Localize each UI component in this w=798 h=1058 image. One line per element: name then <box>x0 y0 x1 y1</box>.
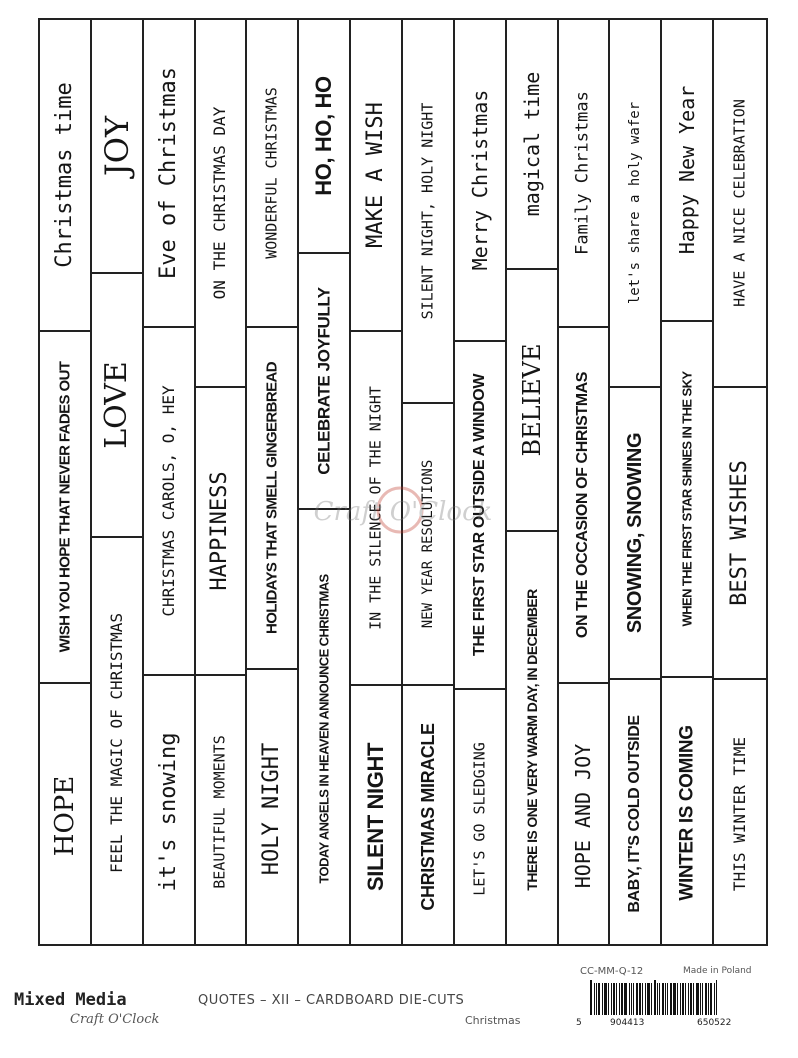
sheet-column <box>559 20 611 944</box>
quote-strip <box>144 674 194 948</box>
brand-sub-logo: Craft O'Clock <box>70 1012 160 1027</box>
sheet-column <box>299 20 351 944</box>
quote-text: SNOWING, SNOWING <box>624 432 647 634</box>
quote-text: THIS WINTER TIME <box>730 736 750 892</box>
quote-strip <box>299 508 349 948</box>
quote-strip <box>144 326 194 674</box>
quote-strip <box>610 678 660 948</box>
quote-strip <box>507 268 557 530</box>
quote-text: HOPE AND JOY <box>571 743 596 889</box>
quote-strip <box>559 20 609 326</box>
quote-strip <box>559 326 609 682</box>
quote-text: magical time <box>519 71 544 217</box>
quote-strip <box>92 20 142 272</box>
quote-strip <box>299 252 349 508</box>
quote-strip <box>403 20 453 402</box>
quote-strip <box>299 20 349 252</box>
quote-strip <box>507 530 557 948</box>
quote-strip <box>247 326 297 668</box>
sheet-column <box>144 20 196 944</box>
quote-text: LOVE <box>98 361 134 449</box>
quote-text: HOLIDAYS THAT SMELL GINGERBREAD <box>263 362 281 634</box>
quote-text: SILENT NIGHT <box>363 743 389 891</box>
quote-strip <box>92 536 142 948</box>
quote-text: IN THE SILENCE OF THE NIGHT <box>366 386 385 630</box>
quote-strip <box>714 386 766 678</box>
quote-text: ON THE CHRISTMAS DAY <box>210 106 230 300</box>
quote-text: ON THE OCCASION OF CHRISTMAS <box>574 371 592 639</box>
quote-strip <box>351 330 401 684</box>
quote-text: HO, HO, HO <box>311 76 337 196</box>
quote-strip <box>196 20 246 386</box>
quote-strip <box>196 386 246 674</box>
sheet-column <box>351 20 403 944</box>
quote-text: CHRISTMAS CAROLS, O, HEY <box>158 385 178 617</box>
quote-text: it's snowing <box>155 732 181 892</box>
quote-text: WISH YOU HOPE THAT NEVER FADES OUT <box>56 361 74 653</box>
quote-text: Family Christmas <box>572 91 593 255</box>
quote-strip <box>351 20 401 330</box>
sheet-column <box>610 20 662 944</box>
barcode-icon <box>590 983 750 1015</box>
quote-text: HAPPINESS <box>207 471 233 591</box>
quote-text: NEW YEAR RESOLUTIONS <box>419 459 436 629</box>
quote-text: Merry Christmas <box>467 89 492 271</box>
quote-text: THERE IS ONE VERY WARM DAY, IN DECEMBER <box>523 589 540 891</box>
sheet-column <box>455 20 507 944</box>
quote-text: CHRISTMAS MIRACLE <box>417 723 438 911</box>
barcode-prefix: 5 <box>576 1018 582 1028</box>
quote-strip <box>403 402 453 684</box>
quote-strip <box>714 20 766 386</box>
quote-strip <box>40 330 90 682</box>
product-code: CC-MM-Q-12 <box>580 966 644 977</box>
quote-strip <box>610 20 660 386</box>
quote-text: WONDERFUL CHRISTMAS <box>262 87 281 259</box>
quote-text: WHEN THE FIRST STAR SHINES IN THE SKY <box>679 371 695 627</box>
quote-text: WINTER IS COMING <box>676 725 698 901</box>
quote-text: FEEL THE MAGIC OF CHRISTMAS <box>106 612 126 874</box>
sheet-column <box>403 20 455 944</box>
quote-text: let's share a holy wafer <box>627 101 644 305</box>
product-title: QUOTES – XII – CARDBOARD DIE-CUTS <box>198 993 465 1008</box>
quote-text: BEAUTIFUL MOMENTS <box>210 735 229 889</box>
quote-strip <box>40 20 90 330</box>
sheet-column <box>92 20 144 944</box>
quote-strip <box>455 20 505 340</box>
quote-text: TODAY ANGELS IN HEAVEN ANNOUNCE CHRISTMAS <box>316 574 332 884</box>
quote-strip <box>196 674 246 948</box>
quote-text: Christmas time <box>51 82 77 268</box>
sheet-column <box>662 20 714 944</box>
sheet-column <box>40 20 92 944</box>
quote-strip <box>455 340 505 688</box>
quote-strip <box>455 688 505 948</box>
sheet-column <box>247 20 299 944</box>
sheet-column <box>714 20 766 944</box>
quote-text: Eve of Christmas <box>155 67 181 279</box>
quote-strip <box>662 320 712 676</box>
brand-name: Mixed Media <box>14 990 127 1010</box>
die-cut-sheet <box>38 18 768 946</box>
quote-strip <box>92 272 142 536</box>
quote-strip <box>610 386 660 678</box>
quote-text: THE FIRST STAR OUTSIDE A WINDOW <box>470 373 488 657</box>
product-subtitle: Christmas <box>465 1014 521 1027</box>
quote-text: BABY, IT'S COLD OUTSIDE <box>626 715 644 913</box>
made-in-label: Made in Poland <box>683 966 752 976</box>
barcode-right-digits: 650522 <box>697 1018 732 1028</box>
quote-text: LET'S GO SLEDGING <box>470 742 489 896</box>
quote-strip <box>351 684 401 948</box>
quote-text: JOY <box>97 115 136 177</box>
quote-text: HOLY NIGHT <box>259 742 285 876</box>
quote-strip <box>403 684 453 948</box>
barcode-left-digits: 904413 <box>610 1018 645 1028</box>
quote-strip <box>662 676 712 948</box>
sheet-column <box>196 20 248 944</box>
sheet-column <box>507 20 559 944</box>
quote-text: Happy New Year <box>675 85 700 255</box>
quote-strip <box>507 20 557 268</box>
quote-strip <box>662 20 712 320</box>
quote-strip <box>559 682 609 948</box>
quote-strip <box>714 678 766 948</box>
quote-text: HOPE <box>49 775 80 857</box>
quote-strip <box>144 20 194 326</box>
quote-text: SILENT NIGHT, HOLY NIGHT <box>418 102 437 320</box>
quote-text: BELIEVE <box>517 343 546 457</box>
quote-strip <box>40 682 90 948</box>
quote-text: CELEBRATE JOYFULLY <box>314 287 334 475</box>
quote-text: MAKE A WISH <box>363 102 389 248</box>
quote-strip <box>247 20 297 326</box>
quote-text: BEST WISHES <box>727 460 753 606</box>
quote-strip <box>247 668 297 948</box>
quote-text: HAVE A NICE CELEBRATION <box>730 99 749 307</box>
watermark-text: Craft O'Clock <box>313 497 493 527</box>
